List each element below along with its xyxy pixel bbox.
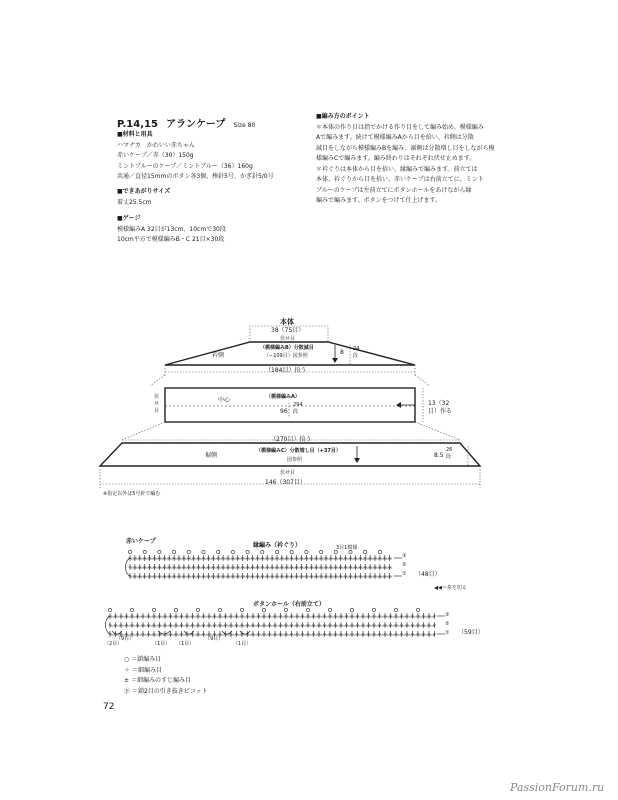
rows-a-label: 294段: [293, 402, 303, 415]
points-line: Aで編みます。続けて模様編みAから目を拾い、衿側は分散: [316, 134, 474, 141]
picot-icon: [328, 608, 331, 611]
row-label: ①: [445, 630, 450, 636]
materials-line: ハマナカ かわいい赤ちゃん: [117, 141, 195, 149]
cut-yarn-note: ◀＝糸を切る: [438, 585, 467, 591]
points-line: ブルーのケープは左前立てにボタンホールをあけながら縁: [316, 186, 472, 194]
points-heading: ■編み方のポイント: [316, 113, 370, 120]
pattern-c-sub-label: 図参照: [287, 457, 303, 463]
picot-icon: [196, 608, 199, 611]
height-b-label: 8: [340, 349, 344, 356]
buttonhole-title: ボタンホール（右前立て）: [253, 601, 325, 608]
red-stitch-count: （48目）: [415, 571, 441, 578]
gap-label: （2目）: [104, 641, 123, 647]
back-loop-crochet-icon: ±: [124, 677, 130, 684]
single-crochet-icon: ＋: [124, 666, 131, 674]
points-line: 様編みCで編みます。編み終わりはそれぞれ伏せ止めます。: [316, 155, 476, 162]
legend-text: ＝細編みのすじ編み目: [130, 677, 191, 684]
points-line: 減目をしながら模様編みBを編み、裾側は分散増し目をしながら模: [316, 144, 495, 152]
legend-item: [124, 666, 208, 677]
points-line: ＊本体の作り目は指でかける作り目をして編み始め、模様編み: [316, 123, 484, 131]
row-label: ①: [402, 571, 407, 577]
legend-text: ＝鎖2目の引き抜きピコット: [131, 687, 208, 695]
pickup-b-label: （184目）拾う: [265, 367, 307, 374]
gap-label: （1目）: [152, 641, 171, 647]
gauge-heading: ■ゲージ: [117, 215, 141, 222]
watermark: PassionForum.ru: [510, 781, 605, 794]
materials-line: 赤いケープ／赤（30）150g: [117, 152, 194, 159]
picot-icon: [152, 608, 155, 611]
gap-label: （9目）: [116, 636, 135, 642]
needle-note: ※指定以外は5号針で編む: [103, 491, 161, 497]
picot-icon: [306, 608, 309, 611]
height-c-label: 8.5: [434, 452, 444, 459]
picot-icon: [372, 608, 375, 611]
finished-size-line: 着丈25.5cm: [117, 198, 152, 206]
picot-icon: ⓟ: [124, 687, 131, 695]
edge-label: 縁編み（衿ぐり）: [253, 542, 302, 549]
buttonhole-chain: [112, 631, 122, 634]
bind-off-top-label: 伏せ目: [280, 336, 296, 342]
finished-size-heading: ■できあがりサイズ: [117, 188, 171, 195]
points-line: 編みで編みます。ボタンをつけて仕上げます。: [316, 197, 442, 204]
legend-text: ＝細編み目: [131, 666, 162, 674]
repeat-label: 3目1模様: [336, 545, 358, 551]
picot-icon: [262, 608, 265, 611]
materials-line: 共通／直径15mmのボタン各3個、棒針5号、かぎ針5/0号: [117, 173, 274, 180]
points-line: 本体、衿ぐりから目を拾い、赤いケープは右前立てに、ミント: [316, 176, 484, 183]
top-width-label: 38（75目）: [271, 327, 305, 334]
row-label: ②: [402, 562, 407, 568]
cast-on-label: 13（32目）作る: [428, 400, 453, 415]
center-label: 中心: [218, 397, 231, 404]
legend-item: [124, 655, 208, 666]
picot-icon: [130, 608, 133, 611]
picot-icon: [240, 608, 243, 611]
pattern-title: アランケープ: [166, 119, 226, 130]
row-label: ③: [445, 612, 450, 618]
picot-icon: [350, 608, 353, 611]
page-number: 72: [103, 702, 115, 712]
row-label: ②: [445, 621, 450, 627]
picot-icon: [394, 608, 397, 611]
legend-text: ＝鎖編み目: [131, 656, 162, 663]
row-label: ③: [402, 553, 407, 559]
picot-icon: [284, 608, 287, 611]
bind-off-bottom-label: 伏せ目: [280, 470, 296, 476]
pattern-c-label: （模様編みC）分散増し目（+37目）: [256, 448, 341, 454]
size-label: Size 80: [233, 122, 256, 129]
materials-line: ミントブルーのケープ／ミントブルー（36）160g: [117, 162, 253, 170]
pickup-c-label: （270目）拾う: [270, 436, 312, 443]
gap-label: （9目）: [205, 636, 224, 642]
pattern-b-label: （模様編みB）分散減目: [260, 345, 314, 351]
buttonhole-chain: [222, 631, 232, 634]
stitch-legend: [124, 655, 208, 697]
bottom-width-label: 146（307目）: [265, 479, 306, 486]
legend-item: [124, 676, 208, 687]
rows-b-label: 24段: [353, 346, 360, 359]
collar-side-label: 衿側: [212, 352, 225, 359]
gauge-line: 10cm平方で模様編みB・C 21目×30段: [117, 236, 225, 243]
chain-stitch-icon: ○: [124, 656, 130, 663]
materials-heading: ■材料と用具: [117, 131, 153, 138]
pattern-b-sub-label: （−109目）図参照: [264, 353, 308, 359]
rows-c-label: 26段: [446, 447, 453, 460]
points-line: ＊衿ぐりは本体から目を拾い、縁編みで編みます。前立ては: [316, 165, 478, 173]
gap-label: （1目）: [233, 641, 252, 647]
picot-icon: [108, 608, 111, 611]
gauge-line: 模様編みA 32目が13cm、10cmで30段: [117, 225, 226, 233]
legend-item: [124, 687, 208, 698]
width-a-label: 96: [280, 408, 288, 415]
red-cape-title: 赤いケープ: [126, 538, 156, 545]
bind-off-left-label: 伏せ目: [154, 394, 160, 414]
buttonhole-chain: [240, 631, 250, 634]
pattern-number: P.14,15: [117, 119, 158, 130]
picot-icon: [174, 608, 177, 611]
picot-icon: [416, 608, 419, 611]
picot-icon: [218, 608, 221, 611]
buttonhole-stitch-count: （59目）: [458, 629, 484, 636]
diagram-title: 本体: [280, 318, 294, 326]
hem-side-label: 裾側: [205, 452, 218, 459]
gap-label: （1目）: [176, 641, 195, 647]
pattern-a-label: （模様編みA）: [266, 394, 300, 400]
